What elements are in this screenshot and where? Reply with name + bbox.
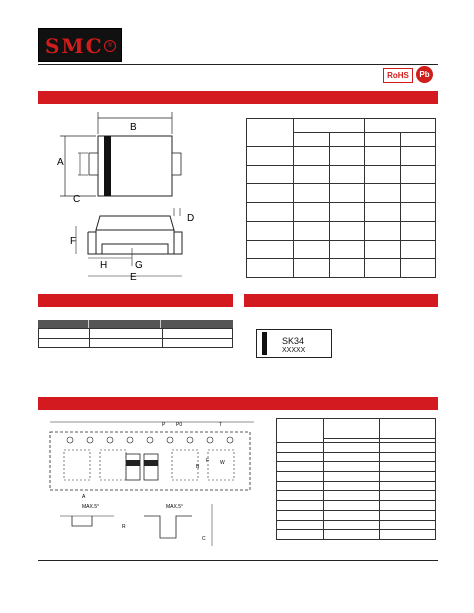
tape-angle-label-1: MAX.5° (82, 504, 100, 510)
header-divider (38, 64, 438, 65)
tape-reel-drawing (44, 416, 264, 556)
section-bar-package (38, 91, 438, 104)
marking-line-2: XXXXX (282, 347, 306, 354)
label-b: B (130, 122, 137, 133)
section-bar-tape (38, 397, 438, 410)
ordering-table-header (38, 320, 233, 328)
tape-label-p0: P0 (176, 422, 183, 428)
package-outline-drawing (40, 108, 240, 288)
ordering-table (38, 328, 233, 348)
tape-label-b: B (196, 464, 200, 470)
label-g: G (135, 260, 143, 271)
marking-line-1: SK34 (282, 336, 305, 346)
tape-label-t: T (219, 422, 223, 428)
tape-label-w: W (220, 460, 225, 466)
marking-diagram (256, 329, 332, 358)
tape-label-r: R (122, 524, 126, 530)
footer-divider (38, 560, 438, 561)
tape-dimensions-table (276, 418, 436, 540)
tape-label-f: F (206, 458, 210, 464)
section-bar-ordering (38, 294, 233, 307)
dimensions-table (246, 118, 436, 278)
registered-mark-icon: ® (104, 40, 116, 52)
label-a: A (57, 157, 64, 168)
label-c: C (73, 194, 81, 205)
tape-angle-label-2: MAX.5° (166, 504, 184, 510)
pb-free-icon: Pb (416, 66, 433, 83)
tape-label-c: C (202, 536, 206, 542)
tape-label-a: A (82, 494, 86, 500)
label-f: F (70, 236, 77, 247)
company-logo (38, 28, 122, 62)
label-h: H (100, 260, 108, 271)
label-d: D (187, 213, 195, 224)
section-bar-marking (244, 294, 438, 307)
rohs-badge: RoHS (383, 68, 413, 83)
label-e: E (130, 272, 137, 283)
cathode-band (262, 332, 267, 355)
logo-text: SMC (45, 34, 104, 58)
tape-label-p: P (162, 422, 166, 428)
